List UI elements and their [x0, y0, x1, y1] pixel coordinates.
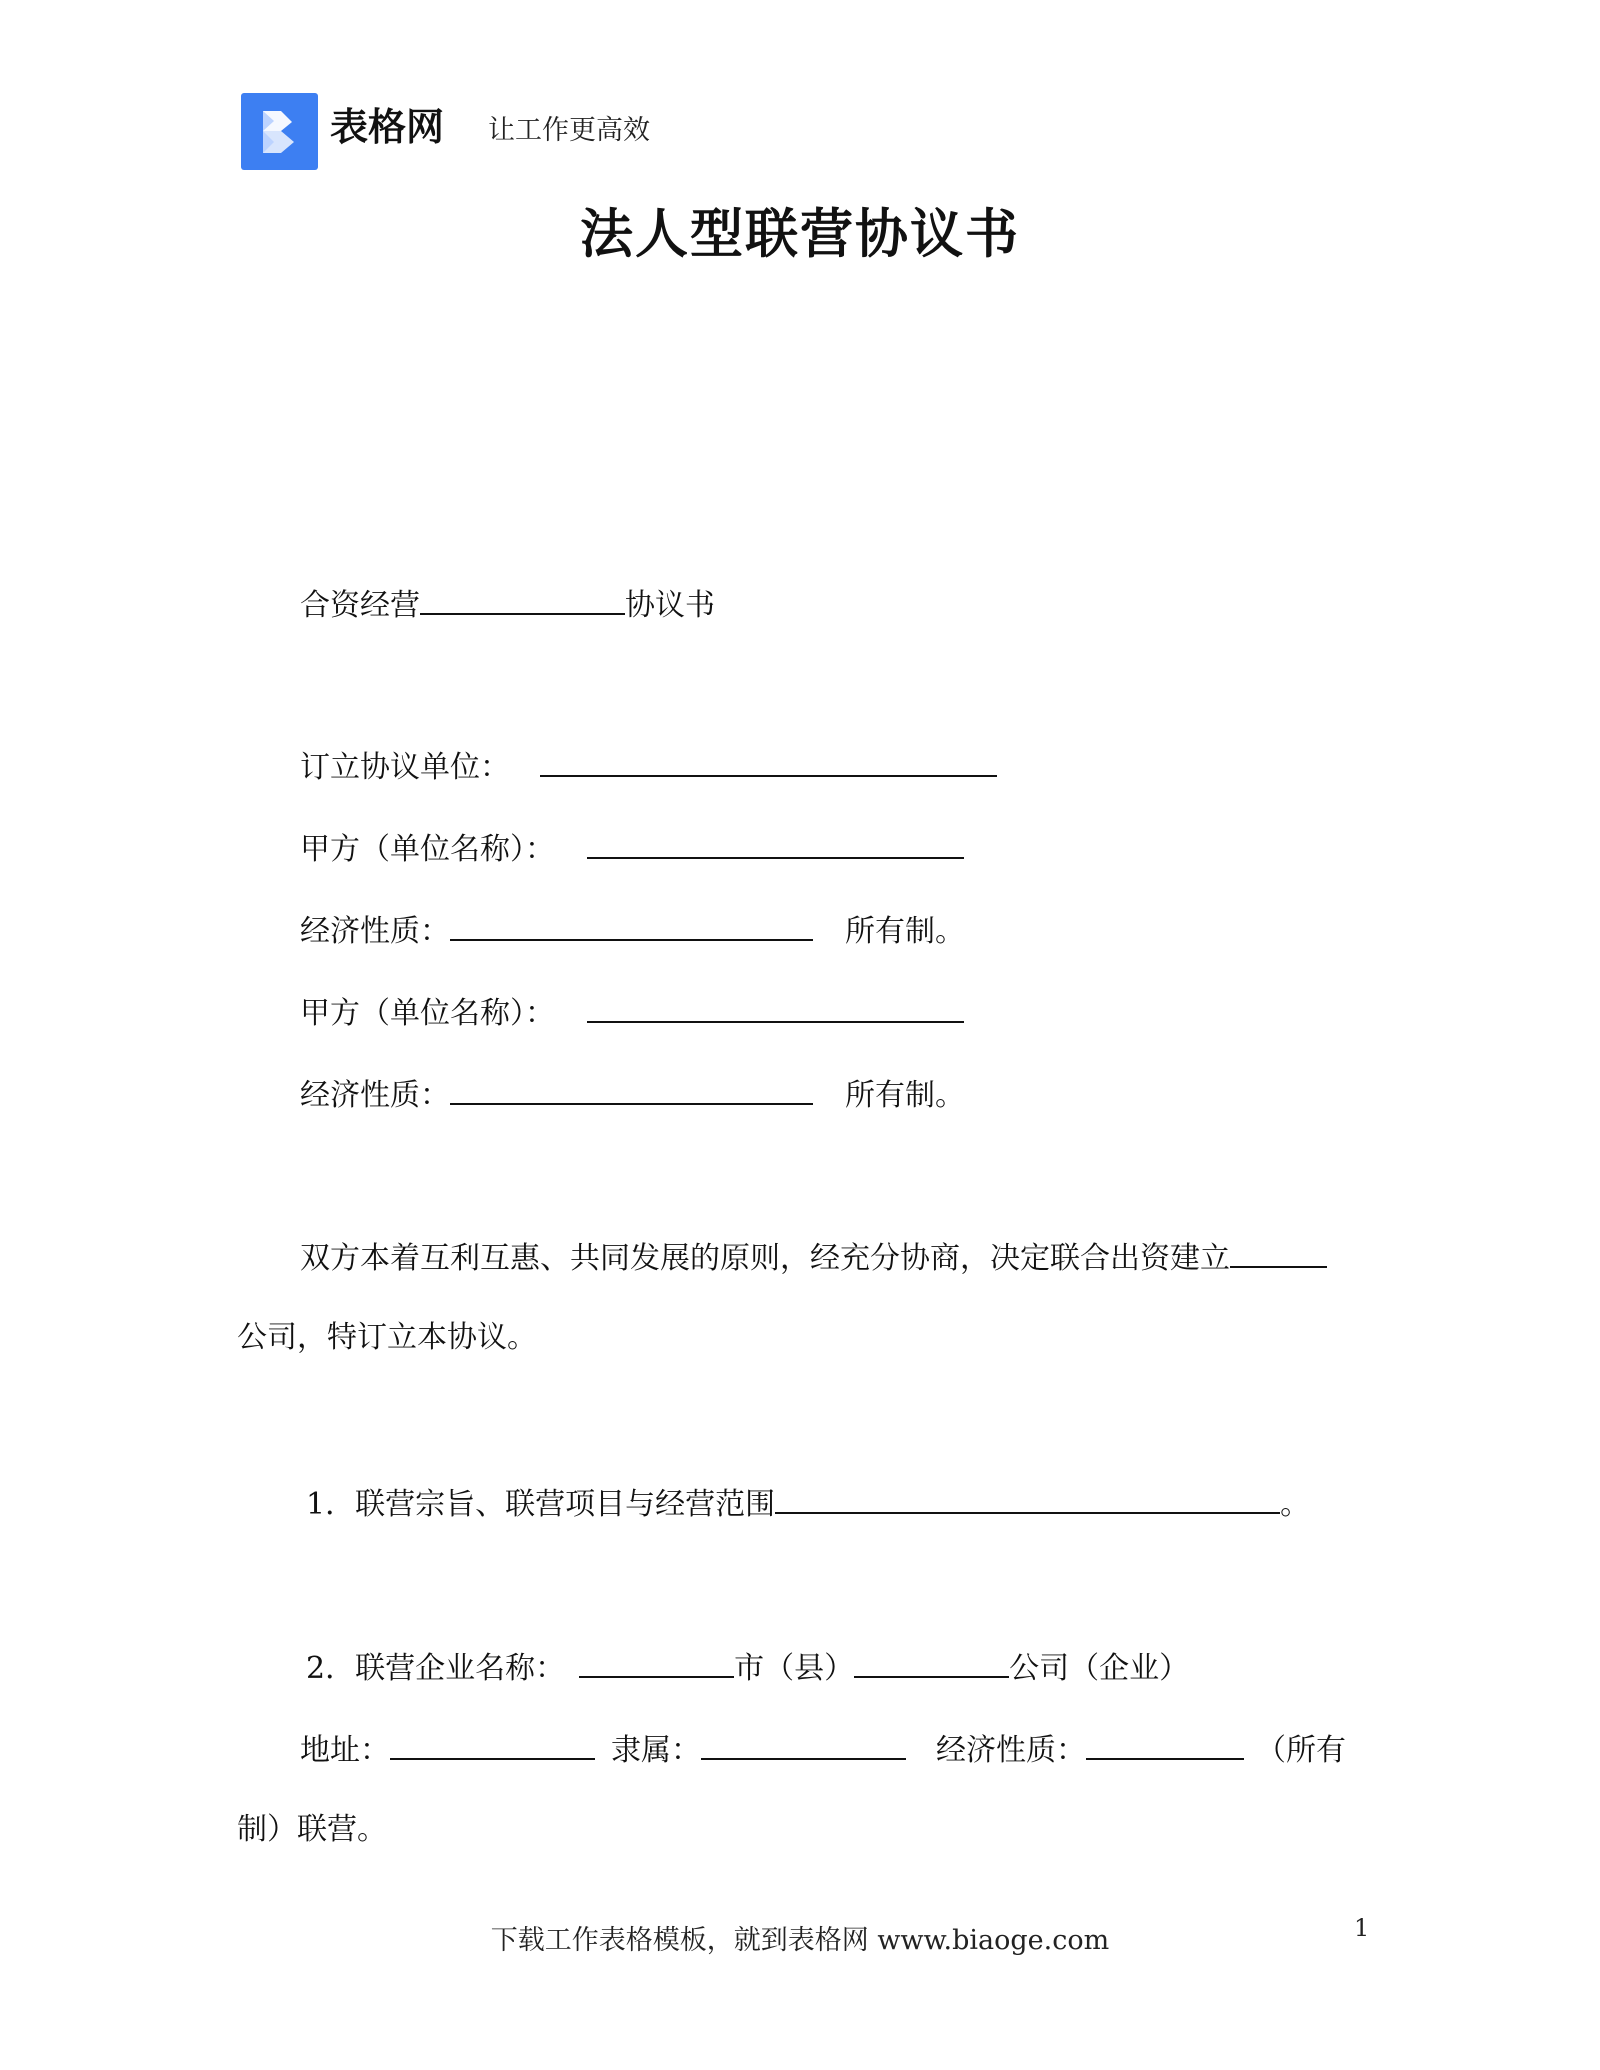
- clause-1-text: 1．联营宗旨、联营项目与经营范围: [306, 1487, 776, 1522]
- party-a-label: 甲方（单位名称）：: [300, 996, 555, 1031]
- intro-text: 双方本着互利互惠、共同发展的原则，经充分协商，决定联合出资建立: [300, 1241, 1230, 1276]
- jv-name-blank[interactable]: [420, 583, 625, 615]
- jv-prefix: 合资经营: [300, 588, 420, 623]
- intro-paragraph-line-1: [300, 1236, 1327, 1279]
- clause-2-detail-line: [300, 1728, 1346, 1771]
- economic-nature-line-1: [300, 909, 965, 952]
- ownership-suffix: 所有制。: [845, 1078, 965, 1113]
- economic-nature-blank[interactable]: [1086, 1728, 1244, 1760]
- clause-2-end-line: 制）联营。: [237, 1812, 387, 1847]
- page-number: 1: [1354, 1914, 1370, 1942]
- ownership-suffix: 所有制。: [845, 914, 965, 949]
- jv-suffix: 协议书: [625, 588, 715, 623]
- affiliation-label: 隶属：: [611, 1733, 701, 1768]
- business-scope-blank[interactable]: [775, 1482, 1280, 1514]
- economic-nature-blank[interactable]: [450, 909, 813, 941]
- economic-nature-label: 经济性质：: [936, 1733, 1086, 1768]
- party-a-line-1: [300, 827, 964, 870]
- party-a-line-2: [300, 991, 964, 1034]
- company-blank[interactable]: [854, 1646, 1009, 1678]
- brand-logo: [241, 93, 318, 170]
- brand-slogan: 让工作更高效: [488, 115, 650, 146]
- economic-nature-blank[interactable]: [450, 1073, 813, 1105]
- clause-2-city: 市（县）: [734, 1651, 855, 1686]
- clause-2-company: 公司（企业）: [1009, 1651, 1190, 1686]
- city-blank[interactable]: [579, 1646, 734, 1678]
- intro-paragraph-line-2: 公司，特订立本协议。: [237, 1320, 537, 1355]
- party-a-name-blank[interactable]: [587, 991, 964, 1023]
- economic-nature-line-2: [300, 1073, 965, 1116]
- clause-1: [306, 1482, 1310, 1525]
- signing-units-line: [300, 745, 997, 788]
- clause-2-label: 2．联营企业名称：: [306, 1651, 566, 1686]
- economic-nature-label: 经济性质：: [300, 914, 450, 949]
- economic-nature-label: 经济性质：: [300, 1078, 450, 1113]
- jv-agreement-line: [300, 583, 715, 626]
- address-label: 地址：: [300, 1733, 390, 1768]
- affiliation-blank[interactable]: [701, 1728, 906, 1760]
- party-a-name-blank[interactable]: [587, 827, 964, 859]
- clause-1-end: 。: [1280, 1487, 1311, 1522]
- signing-units-blank[interactable]: [540, 745, 997, 777]
- brand-name: 表格网: [330, 105, 445, 149]
- party-a-label: 甲方（单位名称）：: [300, 832, 555, 867]
- document-title: 法人型联营协议书: [580, 204, 1020, 265]
- ownership-open: （所有: [1256, 1733, 1346, 1768]
- signing-units-label: 订立协议单位：: [300, 750, 510, 785]
- address-blank[interactable]: [390, 1728, 595, 1760]
- company-name-blank[interactable]: [1230, 1236, 1327, 1268]
- footer-text: 下载工作表格模板，就到表格网 www.biaoge.com: [490, 1925, 1110, 1956]
- biaoge-logo-icon: [241, 93, 318, 170]
- clause-2: [306, 1646, 1189, 1689]
